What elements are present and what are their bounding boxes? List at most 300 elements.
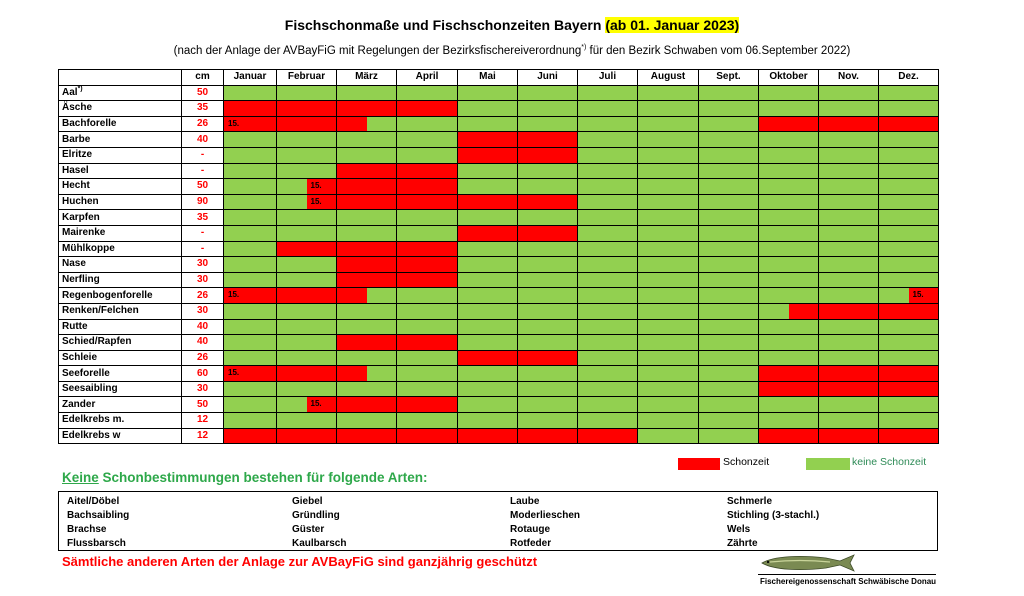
open-season-fill [578,242,637,257]
month-cell [397,257,458,273]
open-season-fill [458,86,517,101]
closed-season-fill [277,101,336,116]
month-header: Juni [518,70,578,86]
table-row [59,194,939,210]
month-cell [879,132,939,148]
open-season-fill [337,382,396,397]
no-rules-species-box [58,491,938,551]
month-cell [458,210,518,226]
minimum-size-cm: 12 [182,413,224,429]
month-cell [458,163,518,179]
open-season-fill [638,148,698,163]
month-cell [458,257,518,273]
minimum-size-cm: 40 [182,132,224,148]
month-cell [224,210,277,226]
month-cell [578,257,638,273]
closed-season-fill [518,148,577,163]
month-cell [759,179,819,195]
month-cell [638,381,699,397]
closed-season-fill [879,382,938,397]
species-name [59,163,182,179]
open-season-fill [578,86,637,101]
open-season-fill [879,86,938,101]
open-season-fill [879,273,938,288]
open-season-fill [277,320,336,335]
open-season-fill [518,413,577,428]
month-cell [224,366,277,382]
open-season-fill [277,86,336,101]
open-season-fill [699,226,758,241]
schonzeit-table [58,69,939,444]
list-item: Rotauge [510,524,550,535]
closed-season-fill [397,335,457,350]
species-footnote-marker: *) [77,85,83,93]
month-cell [224,350,277,366]
open-season-fill [578,101,637,116]
month-cell [397,101,458,117]
open-season-fill [638,226,698,241]
open-season-fill [879,397,938,412]
month-cell [759,116,819,132]
minimum-size-cm: - [182,241,224,257]
subtitle-pre: (nach der Anlage der AVBayFiG mit Regelungen der Bezirksfischereiverordnung [173,45,582,57]
closed-season-fill [458,226,517,241]
month-cell [224,381,277,397]
month-cell [277,163,337,179]
month-cell [699,101,759,117]
month-cell [337,272,397,288]
open-season-fill [759,148,818,163]
table-row [59,381,939,397]
month-header: März [337,70,397,86]
open-season-fill [699,304,758,319]
minimum-size-cm: 30 [182,257,224,273]
species-header [59,70,182,86]
month-cell [759,257,819,273]
open-season-fill [759,351,818,366]
open-season-fill [699,335,758,350]
species-name-text: Edelkrebs m. [62,414,125,426]
month-cell [397,366,458,382]
open-season-fill [518,210,577,225]
month-cell [277,257,337,273]
open-season-fill [819,335,878,350]
open-season-fill [879,195,938,210]
closed-season-fill [337,257,396,272]
species-name [59,428,182,444]
closed-season-fill [337,397,396,412]
closed-season-fill [277,366,336,381]
open-season-fill [638,242,698,257]
subtitle-post: für den Bezirk Schwaben vom 06.September 2022) [586,45,851,57]
open-season-fill [458,304,517,319]
open-season-fill [759,164,818,179]
month-cell [638,257,699,273]
month-cell [337,132,397,148]
open-season-fill [759,257,818,272]
open-season-fill [397,382,457,397]
month-cell [819,272,879,288]
table-row [59,85,939,101]
month-cell [337,335,397,351]
closed-season-fill [458,148,517,163]
closed-season-fill [277,242,336,257]
title-highlight: (ab 01. Januar 2023) [605,17,740,33]
month-cell [699,381,759,397]
month-cell [518,381,578,397]
open-season-fill [277,351,336,366]
open-season-fill [337,148,396,163]
month-cell [759,397,819,413]
month-cell [819,303,879,319]
month-cell [578,225,638,241]
open-season-fill [759,413,818,428]
month-cell [819,85,879,101]
logo-divider [758,574,936,575]
table-body [59,85,939,444]
month-cell [819,257,879,273]
species-name [59,366,182,382]
month-header: Januar [224,70,277,86]
protection-notice: Sämtliche anderen Arten der Anlage zur AVBayFiG sind ganzjährig geschützt [62,554,538,569]
species-name [59,350,182,366]
open-season-fill [224,148,276,163]
month-cell [397,428,458,444]
month-cell [397,303,458,319]
species-name [59,225,182,241]
month-cell [699,179,759,195]
closed-season-fill [397,397,457,412]
month-cell [518,257,578,273]
table-row [59,116,939,132]
open-season-fill [879,413,938,428]
list-item: Giebel [292,496,323,507]
month-cell [518,101,578,117]
minimum-size-cm: 30 [182,272,224,288]
closed-season-fill [458,195,517,210]
table-row [59,163,939,179]
species-name [59,194,182,210]
closed-season-fill [224,429,276,444]
open-season-fill [638,273,698,288]
month-cell [337,194,397,210]
month-cell [397,225,458,241]
table-row [59,366,939,382]
month-cell [337,319,397,335]
month-cell [699,272,759,288]
minimum-size-cm: - [182,225,224,241]
open-season-fill [397,351,457,366]
open-season-fill [759,179,818,194]
month-cell [397,163,458,179]
open-season-fill [337,304,396,319]
open-season-fill [699,273,758,288]
closed-season-fill [759,117,818,132]
open-season-fill [458,320,517,335]
month-cell [518,272,578,288]
month-cell [578,303,638,319]
month-cell [759,147,819,163]
species-name-text: Hasel [62,164,89,176]
minimum-size-cm: 40 [182,335,224,351]
closed-season-fill [277,288,336,303]
month-cell [224,225,277,241]
table-row [59,147,939,163]
closed-season-fill [518,351,577,366]
month-header: Nov. [819,70,879,86]
open-season-fill [277,164,336,179]
open-season-fill [337,413,396,428]
month-cell [759,241,819,257]
month-cell [224,179,277,195]
open-season-fill [638,397,698,412]
species-name [59,241,182,257]
month-cell [819,381,879,397]
open-season-fill [819,257,878,272]
month-cell [458,413,518,429]
month-cell [397,116,458,132]
closed-season-fill [879,429,938,444]
month-cell [337,366,397,382]
month-cell [397,272,458,288]
species-name-text: Seesaibling [62,383,118,395]
month-cell [518,397,578,413]
month-cell [518,288,578,304]
closed-season-fill [397,195,457,210]
month-cell [337,116,397,132]
open-season-fill [638,382,698,397]
open-season-fill [397,413,457,428]
month-cell [397,179,458,195]
species-name [59,147,182,163]
month-cell [458,272,518,288]
species-name-text: Aal [62,86,78,98]
month-cell [638,241,699,257]
open-season-fill [699,242,758,257]
month-cell [458,397,518,413]
species-name [59,257,182,273]
open-season-fill [819,101,878,116]
open-season-fill [699,351,758,366]
month-cell [277,101,337,117]
closed-season-fill [789,304,819,319]
month-cell [759,319,819,335]
open-season-fill [337,86,396,101]
month-cell [879,85,939,101]
open-season-fill [277,210,336,225]
closed-season-fill [337,179,396,194]
closed-season-fill [819,382,878,397]
month-cell [879,397,939,413]
closed-season-fill [337,335,396,350]
open-season-fill [518,242,577,257]
table-row [59,288,939,304]
species-name [59,397,182,413]
species-column-1 [67,495,129,551]
open-season-fill [397,117,457,132]
open-season-fill [458,366,517,381]
open-season-fill [638,288,698,303]
subtitle-sup: *) [581,44,587,52]
list-item: Moderlieschen [510,510,581,521]
month-cell [458,132,518,148]
month-cell [638,319,699,335]
season-start-day-label: 15. [310,399,322,409]
table-row [59,272,939,288]
open-season-fill [337,351,396,366]
month-cell [699,85,759,101]
closed-season-fill [337,164,396,179]
open-season-fill [819,351,878,366]
open-season-fill [224,382,276,397]
open-season-fill [578,382,637,397]
open-season-fill [699,117,758,132]
table-row [59,428,939,444]
month-cell [397,319,458,335]
species-name-text: Karpfen [62,211,100,223]
open-season-fill [397,320,457,335]
closed-season-fill [518,226,577,241]
month-cell [578,163,638,179]
closed-season-fill [337,429,396,444]
closed-season-fill [819,429,878,444]
month-cell [819,319,879,335]
month-cell [458,225,518,241]
month-cell [879,101,939,117]
month-cell [277,397,337,413]
species-name [59,413,182,429]
minimum-size-cm: 26 [182,350,224,366]
month-cell [879,350,939,366]
season-start-day-label: 15. [310,181,322,191]
open-season-fill [819,273,878,288]
open-season-fill [518,117,577,132]
closed-season-fill [879,304,938,319]
open-season-fill [578,164,637,179]
month-cell [699,335,759,351]
open-season-fill [397,132,457,147]
open-season-fill [458,413,517,428]
open-season-fill [699,210,758,225]
month-cell [638,303,699,319]
open-season-fill [578,304,637,319]
month-header: April [397,70,458,86]
month-cell [638,179,699,195]
open-season-fill [458,273,517,288]
month-cell [277,179,337,195]
month-cell [518,241,578,257]
open-season-fill [397,288,457,303]
month-cell [224,147,277,163]
open-season-fill [879,226,938,241]
month-cell [879,366,939,382]
month-cell [458,179,518,195]
month-cell [879,288,939,304]
month-cell [518,116,578,132]
closed-season-fill [759,382,818,397]
open-season-fill [699,382,758,397]
open-season-fill [819,210,878,225]
species-name-text: Nase [62,258,86,270]
open-season-fill [518,179,577,194]
species-column-4 [727,495,819,551]
open-season-fill [638,335,698,350]
month-cell [458,241,518,257]
open-season-fill [224,242,276,257]
month-cell [638,147,699,163]
closed-season-fill [518,195,577,210]
month-cell [518,225,578,241]
month-cell [224,428,277,444]
month-cell [337,428,397,444]
open-season-fill [819,164,878,179]
month-cell [699,413,759,429]
minimum-size-cm: 35 [182,101,224,117]
open-season-fill [759,226,818,241]
month-cell [699,163,759,179]
month-cell [638,210,699,226]
month-cell [337,288,397,304]
closed-season-fill [759,429,818,444]
month-cell [819,225,879,241]
open-season-fill [819,132,878,147]
month-cell [638,350,699,366]
month-cell [638,101,699,117]
month-cell [458,116,518,132]
species-name [59,116,182,132]
month-cell [699,210,759,226]
closed-season-fill [397,101,457,116]
open-season-fill [397,304,457,319]
month-cell [819,116,879,132]
open-season-fill [397,226,457,241]
open-season-fill [224,164,276,179]
species-name [59,288,182,304]
month-cell [638,225,699,241]
month-cell [879,413,939,429]
month-cell [518,210,578,226]
month-cell [458,194,518,210]
open-season-fill [879,148,938,163]
open-season-fill [458,257,517,272]
open-season-fill [819,226,878,241]
month-cell [819,241,879,257]
table-row [59,257,939,273]
month-cell [518,85,578,101]
month-cell [638,413,699,429]
legend-label-keine-schonzeit: keine Schonzeit [852,456,927,468]
month-cell [397,85,458,101]
open-season-fill [337,132,396,147]
month-cell [224,101,277,117]
open-season-fill [277,132,336,147]
open-season-fill [458,242,517,257]
open-season-fill [224,226,276,241]
open-season-fill [277,148,336,163]
list-item: Stichling (3-stachl.) [727,510,820,521]
species-name-text: Seeforelle [62,367,110,379]
species-name [59,85,182,101]
open-season-fill [638,86,698,101]
month-cell [458,366,518,382]
month-cell [518,194,578,210]
open-season-fill [879,242,938,257]
month-cell [277,350,337,366]
closed-season-fill [819,304,878,319]
list-item: Rotfeder [510,538,552,549]
month-cell [224,272,277,288]
open-season-fill [518,320,577,335]
